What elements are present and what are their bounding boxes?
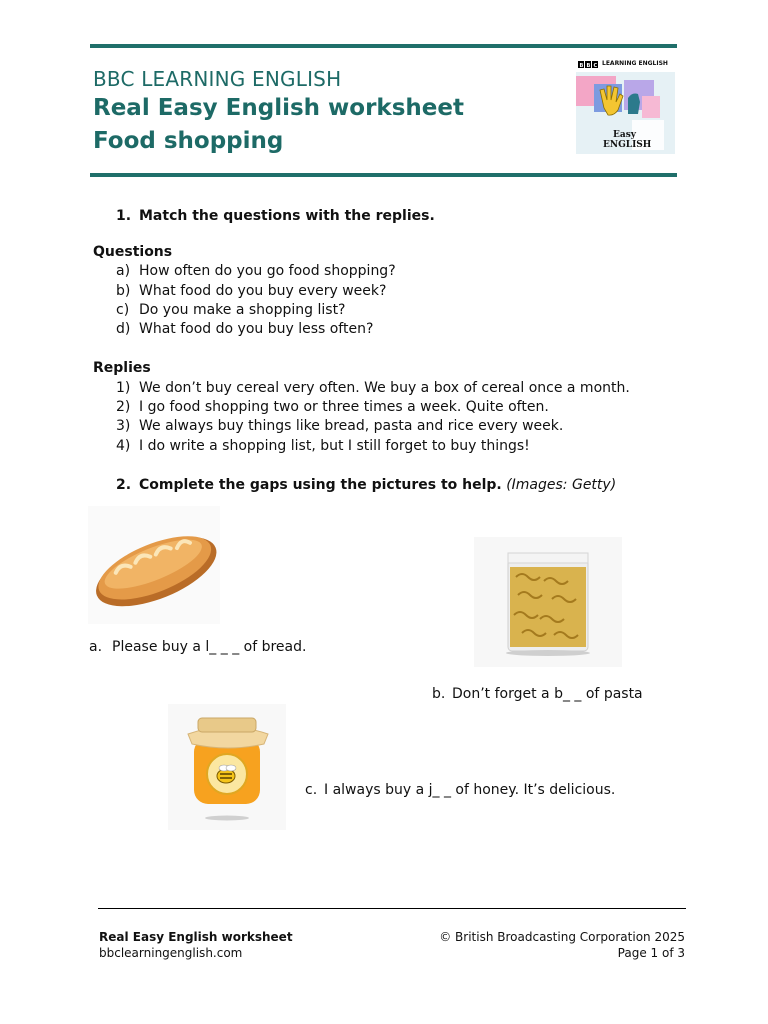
header-top-rule	[90, 44, 677, 48]
reply-marker: 2)	[116, 399, 131, 415]
section1-instruction: Match the questions with the replies.	[139, 208, 435, 224]
footer-url[interactable]: bbclearningenglish.com	[99, 946, 243, 960]
easy-english-logo	[576, 58, 675, 154]
reply-marker: 3)	[116, 418, 131, 434]
section2-number: 2.	[116, 477, 132, 493]
svg-text:B: B	[579, 63, 584, 69]
gap-item-text: Don’t forget a b_ _ of pasta	[452, 686, 643, 702]
footer-rule	[98, 908, 686, 909]
reply-marker: 1)	[116, 380, 131, 396]
reply-marker: 4)	[116, 438, 131, 454]
gap-item-marker: a.	[89, 639, 103, 655]
question-marker: c)	[116, 302, 130, 318]
reply-text: I go food shopping two or three times a week. Quite often.	[139, 399, 549, 415]
image-credit: (Images: Getty)	[506, 477, 617, 493]
gap-item-marker: b.	[432, 686, 446, 702]
reply-text: We always buy things like bread, pasta and rice every week.	[139, 418, 564, 434]
bread-loaf-icon	[88, 506, 220, 624]
question-text: What food do you buy less often?	[139, 321, 374, 337]
question-text: How often do you go food shopping?	[139, 263, 396, 279]
question-marker: b)	[116, 283, 131, 299]
worksheet-topic: Food shopping	[93, 128, 284, 154]
questions-heading: Questions	[93, 244, 173, 260]
svg-text:C: C	[593, 63, 598, 69]
question-text: Do you make a shopping list?	[139, 302, 346, 318]
logo-bbc-label: LEARNING ENGLISH	[602, 60, 668, 67]
question-text: What food do you buy every week?	[139, 283, 387, 299]
section1-number: 1.	[116, 208, 132, 224]
question-marker: d)	[116, 321, 131, 337]
section2-instruction: Complete the gaps using the pictures to help.	[139, 477, 502, 493]
footer-page-number: Page 1 of 3	[617, 946, 685, 960]
gap-item-marker: c.	[305, 782, 318, 798]
honey-jar-icon	[168, 704, 286, 830]
gap-item-text: I always buy a j_ _ of honey. It’s delicious.	[324, 782, 616, 798]
logo-english: ENGLISH	[603, 140, 652, 150]
logo-easy: Easy	[613, 130, 636, 140]
brand-name: BBC LEARNING ENGLISH	[93, 67, 342, 91]
footer-title: Real Easy English worksheet	[99, 930, 293, 944]
svg-text:B: B	[586, 63, 591, 69]
section2-instruction-row	[139, 476, 616, 495]
gap-item-text: Please buy a l_ _ _ of bread.	[112, 639, 307, 655]
worksheet-title: Real Easy English worksheet	[93, 95, 464, 121]
replies-heading: Replies	[93, 360, 151, 376]
header-bottom-rule	[90, 173, 677, 177]
footer-copyright: © British Broadcasting Corporation 2025	[439, 930, 685, 944]
reply-text: We don’t buy cereal very often. We buy a box of cereal once a month.	[139, 380, 630, 396]
question-marker: a)	[116, 263, 131, 279]
reply-text: I do write a shopping list, but I still forget to buy things!	[139, 438, 530, 454]
pasta-bag-icon	[474, 537, 622, 667]
